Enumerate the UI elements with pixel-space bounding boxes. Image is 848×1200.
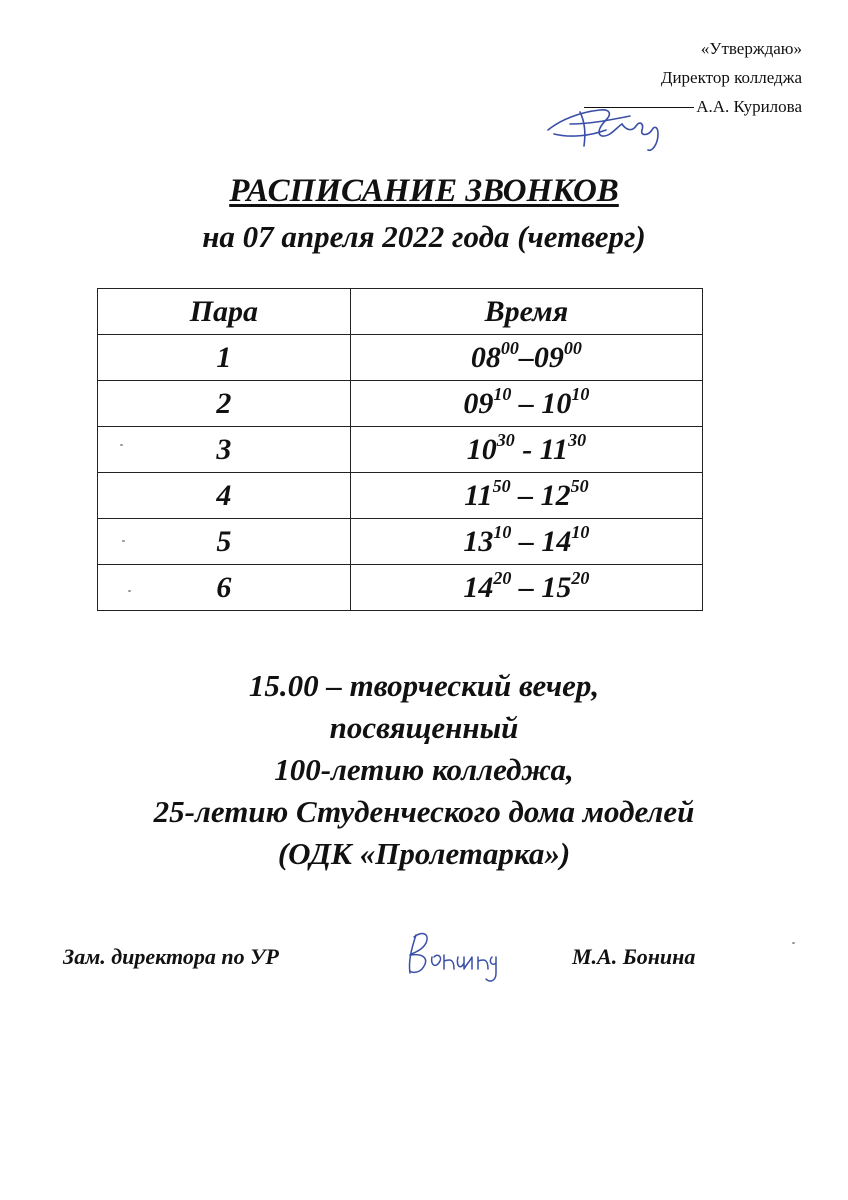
approval-position: Директор колледжа [660, 68, 802, 87]
approval-name: А.А. Курилова [696, 97, 802, 116]
time-range: $08^{00}-09^{00}$ [350, 335, 702, 381]
scan-speck [122, 540, 125, 542]
event-line: 15.00 – творческий вечер, [248, 668, 600, 703]
scan-speck [128, 590, 131, 592]
pair-number: 6 [98, 565, 351, 611]
time-range: $13^{10} - 14^{10}$ [350, 519, 702, 565]
pair-number: 2 [98, 381, 351, 427]
deputy-name: М.А. Бонина [572, 944, 696, 969]
event-line: 25-летию Студенческого дома моделей [153, 794, 695, 829]
table-header-row [98, 289, 703, 335]
deputy-role: Зам. директора по УР [63, 944, 279, 969]
table-row [98, 381, 703, 427]
scan-speck [792, 942, 795, 944]
title-main: РАСПИСАНИЕ ЗВОНКОВ [229, 173, 619, 209]
event-line: 100-летию колледжа, [274, 752, 574, 787]
time-range: $11^{50} - 12^{50}$ [350, 473, 702, 519]
time-range: $10^{30} - 11^{30}$ [350, 427, 702, 473]
scan-speck [120, 444, 123, 446]
pair-number: 4 [98, 473, 351, 519]
table-row [98, 427, 703, 473]
header-time: Время [350, 289, 702, 335]
director-signature [540, 90, 680, 160]
deputy-signature [400, 925, 510, 985]
approval-label: «Утверждаю» [700, 39, 802, 58]
table-row [98, 565, 703, 611]
table-row [98, 519, 703, 565]
time-range: $09^{10} - 10^{10}$ [350, 381, 702, 427]
table-row [98, 335, 703, 381]
pair-number: 3 [98, 427, 351, 473]
bell-schedule-table [97, 288, 703, 611]
pair-number: 1 [98, 335, 351, 381]
pair-number: 5 [98, 519, 351, 565]
event-line: посвященный [329, 710, 519, 745]
time-range: $14^{20} - 15^{20}$ [350, 565, 702, 611]
event-line: (ОДК «Пролетарка») [277, 836, 571, 871]
event-announcement [0, 665, 848, 875]
title-date: на 07 апреля 2022 года (четверг) [202, 219, 646, 254]
header-pair: Пара [98, 289, 351, 335]
document-title [0, 168, 848, 260]
table-row [98, 473, 703, 519]
